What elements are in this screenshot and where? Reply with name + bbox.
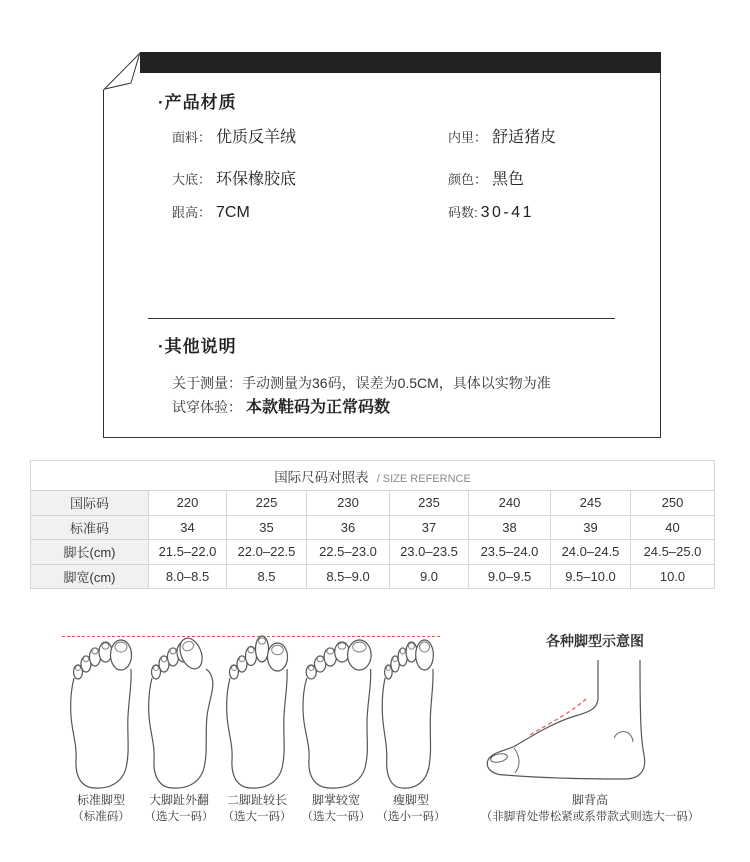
table-cell: 10.0 <box>631 564 715 589</box>
spec-value: 黑色 <box>492 171 525 188</box>
note-measurement <box>172 373 551 393</box>
spec-color <box>448 170 524 190</box>
table-cell: 23.5–24.0 <box>469 540 551 565</box>
foot-diagram-title: 各种脚型示意图 <box>546 633 644 649</box>
spec-heel-height <box>172 203 250 223</box>
foot-diagrams <box>0 600 750 800</box>
standard-foot-icon <box>71 640 132 788</box>
table-cell: 8.5–9.0 <box>307 564 390 589</box>
note-label: 试穿体验： <box>172 399 242 415</box>
angled-big-toe <box>176 635 207 672</box>
spec-label: 颜色： <box>448 172 488 187</box>
table-cell: 220 <box>149 491 227 516</box>
row-label: 标准码 <box>31 515 149 540</box>
spec-label: 码数: <box>448 205 478 220</box>
third-toe <box>246 647 257 666</box>
table-cell: 8.5 <box>227 564 307 589</box>
foot-outline <box>382 669 433 788</box>
spec-value: 优质反羊绒 <box>216 129 297 146</box>
foot-type-name: 脚掌较宽 <box>311 793 360 807</box>
note-value: 手动测量为36码，误差为0.5CM，具体以实物为准 <box>242 375 551 391</box>
spec-outsole <box>172 170 296 190</box>
narrow-foot-icon <box>382 640 433 788</box>
note-value-emphasis: 本款鞋码为正常码数 <box>246 399 391 416</box>
spec-label: 跟高： <box>172 205 212 220</box>
table-cell: 245 <box>551 491 631 516</box>
foot-type-name: 二脚趾较长 <box>226 793 287 807</box>
table-subtitle: / SIZE REFERNCE <box>376 472 471 485</box>
table-cell: 23.0–23.5 <box>390 540 469 565</box>
note-label: 关于测量： <box>172 375 242 391</box>
spec-label: 大底： <box>172 172 212 187</box>
foot-type-advice: （选大一码） <box>144 811 214 823</box>
wide-foot-icon <box>303 640 371 788</box>
big-toe <box>111 640 132 670</box>
foot-type-advice: （非脚背处带松紧或系带款式则选大一码） <box>480 811 700 823</box>
spec-value: 环保橡胶底 <box>216 171 297 188</box>
table-row-standard-size <box>31 515 715 540</box>
spec-value: 舒适猪皮 <box>492 129 557 146</box>
spec-sizes <box>448 203 534 223</box>
big-toe <box>268 643 288 671</box>
table-row-foot-length <box>31 540 715 565</box>
table-cell: 40 <box>631 515 715 540</box>
big-toe <box>416 640 434 670</box>
note-fit <box>172 397 390 418</box>
materials-title: ·产品材质 <box>158 93 237 112</box>
foot-type-advice: （标准码） <box>72 811 130 823</box>
table-cell: 38 <box>469 515 551 540</box>
foot-type-name: 瘦脚型 <box>392 793 429 807</box>
foot-type-narrow-label <box>361 792 461 826</box>
table-cell: 8.0–8.5 <box>149 564 227 589</box>
table-title-row <box>31 461 715 491</box>
table-cell: 250 <box>631 491 715 516</box>
section-divider <box>148 318 615 319</box>
table-cell: 24.5–25.0 <box>631 540 715 565</box>
foot-type-advice: （选小一码） <box>376 811 446 823</box>
row-label: 脚长(cm) <box>31 540 149 565</box>
long-second-toe-foot-icon <box>227 636 288 788</box>
foot-type-name: 标准脚型 <box>76 793 125 807</box>
spec-lining <box>448 128 556 148</box>
table-cell: 235 <box>390 491 469 516</box>
second-toe <box>335 642 350 662</box>
table-cell: 35 <box>227 515 307 540</box>
high-instep-foot-icon <box>487 660 644 779</box>
foot-side-outline <box>487 660 644 779</box>
foot-outline <box>149 669 213 788</box>
table-cell: 9.0 <box>390 564 469 589</box>
row-label: 国际码 <box>31 491 149 516</box>
foot-type-advice: （选大一码） <box>222 811 292 823</box>
size-reference-table <box>30 460 715 589</box>
table-cell: 39 <box>551 515 631 540</box>
foot-outline <box>71 669 132 788</box>
foot-outline <box>303 669 371 788</box>
spec-fabric <box>172 128 296 148</box>
table-title: 国际尺码对照表 <box>274 469 369 485</box>
spec-label: 内里： <box>448 130 488 145</box>
table-cell: 36 <box>307 515 390 540</box>
bunion-foot-icon <box>149 635 213 788</box>
spec-value: 7CM <box>216 204 250 221</box>
table-cell: 24.0–24.5 <box>551 540 631 565</box>
table-title-cell <box>31 461 715 491</box>
card-header-bar <box>140 52 661 73</box>
table-row-intl-size <box>31 491 715 516</box>
big-toe <box>176 635 207 672</box>
table-cell: 240 <box>469 491 551 516</box>
table-row-foot-width <box>31 564 715 589</box>
table-cell: 9.0–9.5 <box>469 564 551 589</box>
table-cell: 230 <box>307 491 390 516</box>
notes-title: ·其他说明 <box>158 337 237 356</box>
table-cell: 21.5–22.0 <box>149 540 227 565</box>
foot-type-name: 大脚趾外翻 <box>148 793 209 807</box>
table-cell: 9.5–10.0 <box>551 564 631 589</box>
table-cell: 37 <box>390 515 469 540</box>
foot-type-advice: （选大一码） <box>301 811 371 823</box>
second-toe <box>256 636 269 662</box>
high-instep-label <box>470 792 710 826</box>
big-toe <box>348 640 372 670</box>
table-cell: 22.0–22.5 <box>227 540 307 565</box>
second-toe <box>99 642 112 662</box>
table-cell: 34 <box>149 515 227 540</box>
spec-value: 30-41 <box>480 204 535 221</box>
foot-type-name: 脚背高 <box>571 793 608 807</box>
table-cell: 22.5–23.0 <box>307 540 390 565</box>
foot-outline <box>227 669 288 788</box>
spec-label: 面料： <box>172 130 212 145</box>
table-cell: 225 <box>227 491 307 516</box>
row-label: 脚宽(cm) <box>31 564 149 589</box>
